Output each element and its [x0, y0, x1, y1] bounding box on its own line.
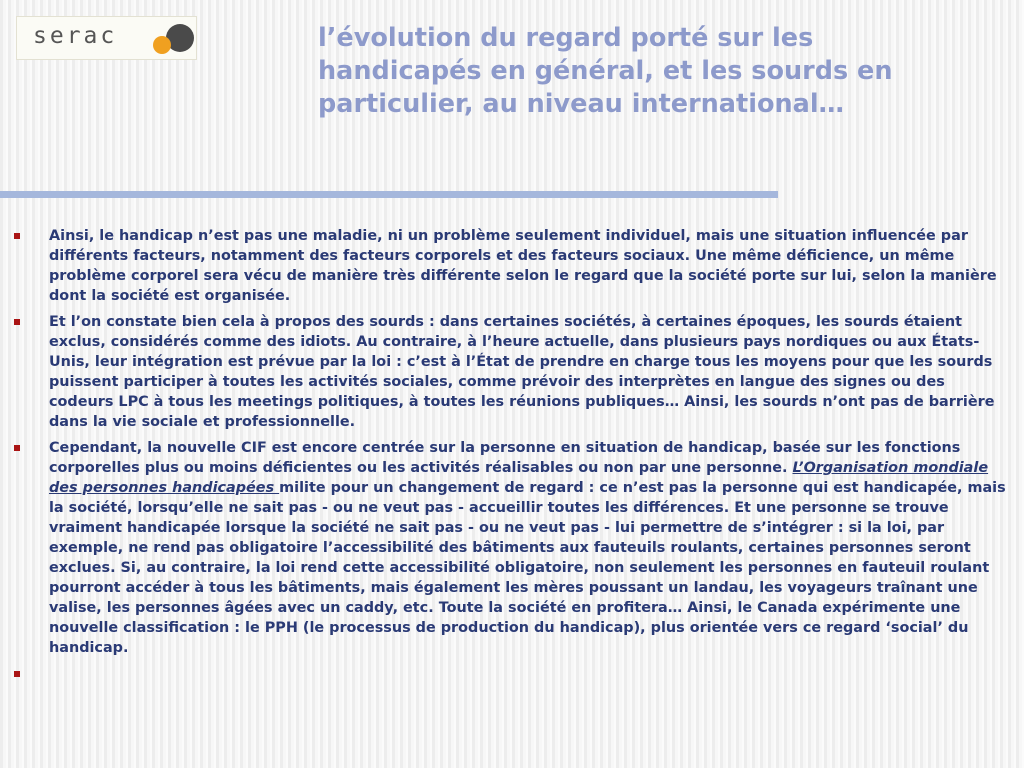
bullet-item [14, 226, 1010, 306]
logo-circles-icon [151, 23, 197, 55]
serac-logo [16, 16, 197, 60]
bullet-text: Et l’on constate bien cela à propos des sourds : dans certaines sociétés, à certaines époques, les sourds étaient exclus, considérés comme des idiots. Au contraire, à l’heure actuelle, dans plusieurs pays nordiques ou aux États-Unis, leur intégration est prévue par la loi : c’est à l’État de prendre en charge tous les moyens pour que les sourds puissent participer à toutes les activités sociales, comme prévoir des interprètes en langue des signes ou des codeurs LPC à tous les meetings politiques, à toutes les réunions publiques… Ainsi, les sourds n’ont pas de barrière dans la vie sociale et professionnelle. [49, 314, 995, 430]
bullet-item [14, 312, 1010, 432]
bullet-item [14, 438, 1010, 658]
title-divider [0, 191, 778, 198]
bullet-text-after-link: milite pour un changement de regard : ce n’est pas la personne qui est handicapée, mais la société, lorsqu’elle ne sait pas - ou ne veut pas - accueillir toutes les différences. Et une personne se trouve vraiment handicapée lorsque la société ne sait pas - ou ne veut pas - lui permettre de s’intégrer : si la loi, par exemple, ne rend pas obligatoire l’accessibilité des bâtiments aux fauteuils roulants, certaines personnes seront exclues. Si, au contraire, la loi rend cette accessibilité obligatoire, non seulement les personnes en fauteuil roulant pourront accéder à tous les bâtiments, mais également les mères poussant un landau, les voyageurs traînant une valise, les personnes âgées avec un caddy, etc. Toute la société en profitera… Ainsi, le Canada expérimente une nouvelle classification : le PPH (le processus de production du handicap), plus orientée vers ce regard ‘social’ du handicap. [49, 480, 1006, 656]
bullet-text-before-link: Cependant, la nouvelle CIF est encore centrée sur la personne en situation de handicap, basée sur les fonctions corporelles plus ou moins déficientes ou les activités réalisables ou non par une personne. [49, 440, 961, 476]
organisation-mondiale-link[interactable]: L’Organisation mondiale des personnes handicapées [49, 460, 989, 496]
bullet-marker [14, 233, 20, 239]
slide-title: l’évolution du regard porté sur les handicapés en général, et les sourds en particulier, au niveau international… [318, 23, 893, 119]
bullet-marker [14, 445, 20, 451]
bullet-text: Ainsi, le handicap n’est pas une maladie, ni un problème seulement individuel, mais une situation influencée par différents facteurs, notamment des facteurs corporels et des facteurs sociaux. Une même déficience, un même problème corporel sera vécu de manière très différente selon le regard que la société porte sur lui, selon la manière dont la société est organisée. [49, 228, 997, 304]
logo-wordmark: serac [33, 23, 118, 49]
bullet-list [14, 226, 1010, 664]
bullet-marker [14, 671, 20, 677]
bullet-marker [14, 319, 20, 325]
